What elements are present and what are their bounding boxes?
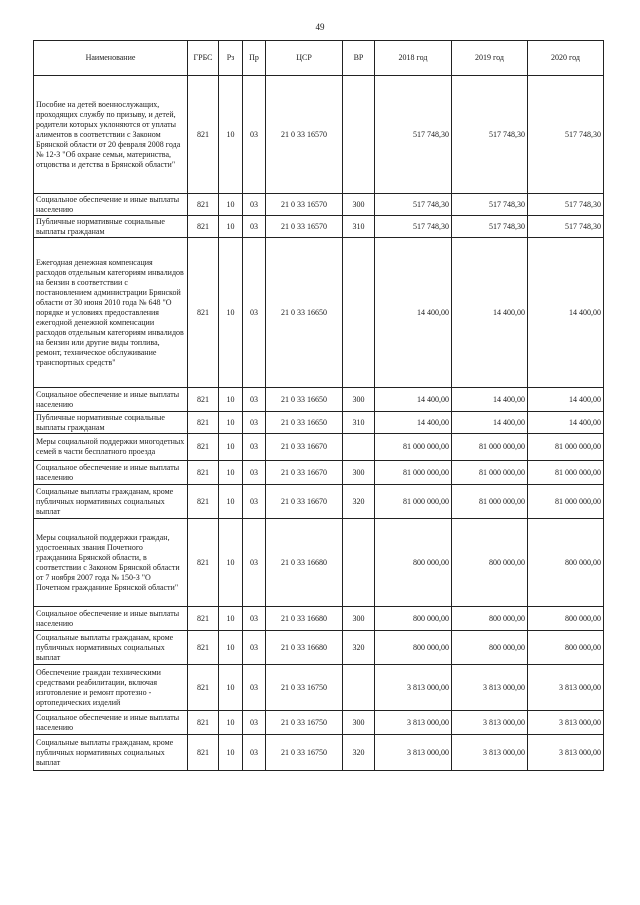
col-header-pr: Пр [243,41,266,76]
row-pr: 03 [243,607,266,631]
row-grbs: 821 [188,434,219,461]
row-amount-2020: 81 000 000,00 [528,485,604,519]
row-amount-2018: 3 813 000,00 [375,735,452,771]
row-grbs: 821 [188,76,219,194]
table-row [34,194,604,216]
col-header-name: Наименование [34,41,188,76]
row-rz: 10 [219,412,243,434]
col-header-rz: Рз [219,41,243,76]
row-amount-2018: 81 000 000,00 [375,461,452,485]
row-rz: 10 [219,607,243,631]
table-row [34,388,604,412]
row-amount-2019: 3 813 000,00 [452,735,528,771]
row-amount-2020: 3 813 000,00 [528,735,604,771]
row-grbs: 821 [188,388,219,412]
row-amount-2019: 14 400,00 [452,388,528,412]
row-pr: 03 [243,434,266,461]
table-header-row [34,41,604,76]
row-pr: 03 [243,485,266,519]
row-amount-2019: 517 748,30 [452,76,528,194]
row-vr [343,519,375,607]
row-name: Социальное обеспечение и иные выплаты населению [34,461,188,485]
row-amount-2020: 14 400,00 [528,238,604,388]
row-amount-2020: 517 748,30 [528,216,604,238]
row-grbs: 821 [188,735,219,771]
row-name: Социальные выплаты гражданам, кроме публичных нормативных социальных выплат [34,735,188,771]
row-name: Социальное обеспечение и иные выплаты населению [34,607,188,631]
row-pr: 03 [243,519,266,607]
table-row [34,412,604,434]
row-amount-2020: 14 400,00 [528,412,604,434]
row-rz: 10 [219,388,243,412]
row-name: Обеспечение граждан техническими средствами реабилитации, включая изготовление и ремонт протезно - ортопедических изделий [34,665,188,711]
row-pr: 03 [243,711,266,735]
row-rz: 10 [219,76,243,194]
row-vr [343,76,375,194]
table-row [34,631,604,665]
row-amount-2020: 800 000,00 [528,519,604,607]
row-amount-2018: 81 000 000,00 [375,485,452,519]
table-row [34,519,604,607]
row-rz: 10 [219,711,243,735]
table-row [34,485,604,519]
table-body [34,76,604,771]
row-amount-2018: 800 000,00 [375,519,452,607]
row-amount-2018: 81 000 000,00 [375,434,452,461]
row-pr: 03 [243,735,266,771]
row-csr: 21 0 33 16570 [266,76,343,194]
col-header-2019: 2019 год [452,41,528,76]
row-rz: 10 [219,485,243,519]
table-row [34,238,604,388]
row-name: Социальные выплаты гражданам, кроме публичных нормативных социальных выплат [34,485,188,519]
row-amount-2019: 14 400,00 [452,412,528,434]
row-grbs: 821 [188,461,219,485]
row-grbs: 821 [188,711,219,735]
row-grbs: 821 [188,238,219,388]
row-vr: 310 [343,412,375,434]
table-row [34,665,604,711]
row-vr [343,238,375,388]
row-name: Пособие на детей военнослужащих, проходящих службу по призыву, и детей, родители которых уклоняются от уплаты алиментов в соответствии с Законом Брянской области от 20 февраля 2008 года № 12-З "Об охране семьи, материнства, отцовства и детства в Брянской области" [34,76,188,194]
row-vr [343,434,375,461]
row-csr: 21 0 33 16680 [266,519,343,607]
table-row [34,461,604,485]
row-csr: 21 0 33 16750 [266,665,343,711]
row-name: Социальные выплаты гражданам, кроме публичных нормативных социальных выплат [34,631,188,665]
row-pr: 03 [243,461,266,485]
page-number: 49 [315,22,325,32]
row-amount-2020: 800 000,00 [528,631,604,665]
row-amount-2019: 517 748,30 [452,216,528,238]
row-pr: 03 [243,238,266,388]
row-csr: 21 0 33 16650 [266,388,343,412]
row-rz: 10 [219,519,243,607]
row-name: Публичные нормативные социальные выплаты гражданам [34,412,188,434]
row-csr: 21 0 33 16680 [266,631,343,665]
row-rz: 10 [219,735,243,771]
row-csr: 21 0 33 16750 [266,735,343,771]
row-amount-2018: 14 400,00 [375,238,452,388]
row-amount-2018: 517 748,30 [375,216,452,238]
row-rz: 10 [219,461,243,485]
row-csr: 21 0 33 16670 [266,461,343,485]
row-name: Меры социальной поддержки многодетных семей в части бесплатного проезда [34,434,188,461]
row-csr: 21 0 33 16570 [266,194,343,216]
col-header-grbs: ГРБС [188,41,219,76]
row-csr: 21 0 33 16570 [266,216,343,238]
row-vr: 300 [343,461,375,485]
row-vr: 300 [343,194,375,216]
row-vr: 310 [343,216,375,238]
row-amount-2019: 800 000,00 [452,607,528,631]
row-amount-2018: 800 000,00 [375,607,452,631]
table-row [34,607,604,631]
row-csr: 21 0 33 16670 [266,434,343,461]
table-row [34,434,604,461]
row-csr: 21 0 33 16650 [266,238,343,388]
row-amount-2019: 81 000 000,00 [452,485,528,519]
row-name: Ежегодная денежная компенсация расходов отдельным категориям инвалидов на бензин в соответствии с постановлением администрации Брянской области от 30 июня 2010 года № 648 "О порядке и условиях предоставления ежегодной денежной компенсации расходов отдельным категориям инвалидов на бензин или другие виды топлива, ремонт, техническое обслуживание транспортных средств" [34,238,188,388]
row-grbs: 821 [188,631,219,665]
row-rz: 10 [219,238,243,388]
row-pr: 03 [243,388,266,412]
col-header-2020: 2020 год [528,41,604,76]
row-amount-2020: 14 400,00 [528,388,604,412]
row-amount-2018: 3 813 000,00 [375,711,452,735]
row-amount-2018: 14 400,00 [375,388,452,412]
row-grbs: 821 [188,519,219,607]
row-amount-2020: 517 748,30 [528,76,604,194]
row-csr: 21 0 33 16650 [266,412,343,434]
table-row [34,711,604,735]
table-row [34,76,604,194]
row-amount-2018: 800 000,00 [375,631,452,665]
row-name: Социальное обеспечение и иные выплаты населению [34,194,188,216]
row-pr: 03 [243,76,266,194]
row-amount-2020: 81 000 000,00 [528,461,604,485]
row-name: Социальное обеспечение и иные выплаты населению [34,388,188,412]
col-header-vr: ВР [343,41,375,76]
budget-table [33,40,604,771]
row-amount-2020: 3 813 000,00 [528,665,604,711]
row-vr: 320 [343,631,375,665]
row-pr: 03 [243,412,266,434]
row-vr [343,665,375,711]
row-grbs: 821 [188,607,219,631]
row-vr: 320 [343,485,375,519]
row-rz: 10 [219,194,243,216]
table-row [34,216,604,238]
row-amount-2018: 517 748,30 [375,76,452,194]
row-vr: 320 [343,735,375,771]
row-amount-2019: 800 000,00 [452,519,528,607]
row-grbs: 821 [188,485,219,519]
row-csr: 21 0 33 16670 [266,485,343,519]
row-amount-2018: 517 748,30 [375,194,452,216]
row-rz: 10 [219,665,243,711]
row-amount-2018: 3 813 000,00 [375,665,452,711]
row-name: Меры социальной поддержки граждан, удостоенных звания Почетного гражданина Брянской области, в соответствии с Законом Брянской области от 7 ноября 2007 года № 150-З "О Почетном гражданине Брянской области" [34,519,188,607]
row-amount-2020: 800 000,00 [528,607,604,631]
row-name: Публичные нормативные социальные выплаты гражданам [34,216,188,238]
col-header-csr: ЦСР [266,41,343,76]
row-amount-2019: 81 000 000,00 [452,461,528,485]
row-amount-2019: 3 813 000,00 [452,711,528,735]
row-amount-2020: 3 813 000,00 [528,711,604,735]
row-vr: 300 [343,388,375,412]
row-amount-2018: 14 400,00 [375,412,452,434]
row-pr: 03 [243,216,266,238]
row-grbs: 821 [188,194,219,216]
row-grbs: 821 [188,216,219,238]
row-pr: 03 [243,631,266,665]
row-amount-2019: 81 000 000,00 [452,434,528,461]
row-amount-2019: 3 813 000,00 [452,665,528,711]
row-rz: 10 [219,434,243,461]
row-name: Социальное обеспечение и иные выплаты населению [34,711,188,735]
row-csr: 21 0 33 16750 [266,711,343,735]
row-amount-2019: 800 000,00 [452,631,528,665]
row-rz: 10 [219,216,243,238]
table-row [34,735,604,771]
row-amount-2019: 14 400,00 [452,238,528,388]
col-header-2018: 2018 год [375,41,452,76]
row-grbs: 821 [188,665,219,711]
row-amount-2020: 81 000 000,00 [528,434,604,461]
row-vr: 300 [343,711,375,735]
row-pr: 03 [243,665,266,711]
row-rz: 10 [219,631,243,665]
row-amount-2019: 517 748,30 [452,194,528,216]
row-amount-2020: 517 748,30 [528,194,604,216]
row-grbs: 821 [188,412,219,434]
row-vr: 300 [343,607,375,631]
row-csr: 21 0 33 16680 [266,607,343,631]
row-pr: 03 [243,194,266,216]
